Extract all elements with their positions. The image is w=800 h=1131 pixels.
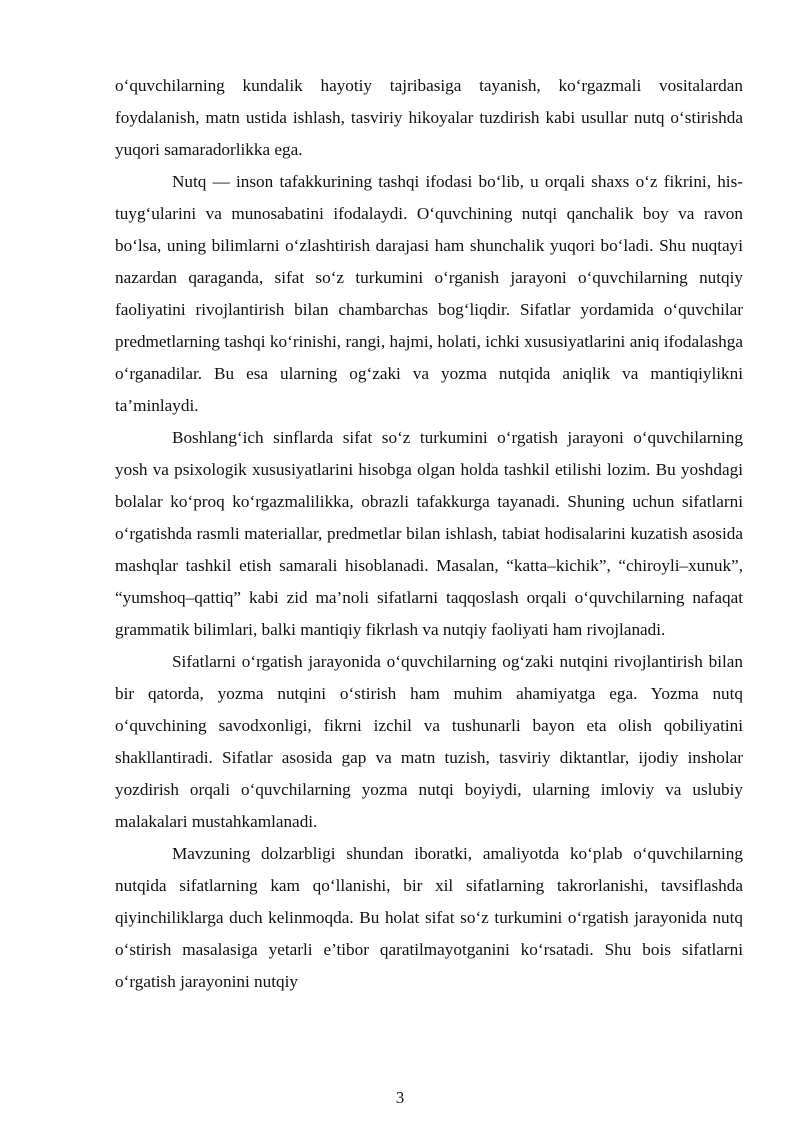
document-page (115, 70, 743, 998)
paragraph-3: Boshlang‘ich sinflarda sifat so‘z turkumini o‘rgatish jarayoni o‘quvchilarning yosh va psixologik xususiyatlarini hisobga olgan holda tashkil etilishi lozim. Bu yoshdagi bolalar ko‘proq ko‘rgazmalilikka, obrazli tafakkurga tayanadi. Shuning uchun sifatlarni o‘rgatishda rasmli materiallar, predmetlar bilan ishlash, tabiat hodisalarini kuzatish asosida mashqlar tashkil etish samarali hisoblanadi. Masalan, “katta–kichik”, “chiroyli–xunuk”, “yumshoq–qattiq” kabi zid ma’noli sifatlarni taqqoslash orqali o‘quvchilarning nafaqat grammatik bilimlari, balki mantiqiy fikrlash va nutqiy faoliyati ham rivojlanadi. (115, 428, 743, 639)
paragraph-2: Nutq — inson tafakkurining tashqi ifodasi bo‘lib, u orqali shaxs o‘z fikrini, his-tuyg‘ularini va munosabatini ifodalaydi. O‘quvchining nutqi qanchalik boy va ravon bo‘lsa, uning bilimlarni o‘zlashtirish darajasi ham shunchalik yuqori bo‘ladi. Shu nuqtayi nazardan qaraganda, sifat so‘z turkumini o‘rganish jarayoni o‘quvchilarning nutqiy faoliyatini rivojlantirish bilan chambarchas bog‘liqdir. Sifatlar yordamida o‘quvchilar predmetlarning tashqi ko‘rinishi, rangi, hajmi, holati, ichki xususiyatlarini aniq ifodalashga o‘rganadilar. Bu esa ularning og‘zaki va yozma nutqida aniqlik va mantiqiylikni ta’minlaydi. (115, 172, 743, 415)
paragraph-5: Mavzuning dolzarbligi shundan iboratki, amaliyotda ko‘plab o‘quvchilarning nutqida sifatlarning kam qo‘llanishi, bir xil sifatlarning takrorlanishi, tavsiflashda qiyinchiliklarga duch kelinmoqda. Bu holat sifat so‘z turkumini o‘rgatish jarayonida nutq o‘stirish masalasiga yetarli e’tibor qaratilmayotganini ko‘rsatadi. Shu bois sifatlarni o‘rgatish jarayonini nutqiy (115, 844, 743, 991)
paragraph-1: o‘quvchilarning kundalik hayotiy tajribasiga tayanish, ko‘rgazmali vositalardan foydalanish, matn ustida ishlash, tasviriy hikoyalar tuzdirish kabi usullar nutq o‘stirishda yuqori samaradorlikka ega. (115, 76, 743, 159)
page-number: 3 (395, 1088, 405, 1107)
paragraph-4: Sifatlarni o‘rgatish jarayonida o‘quvchilarning og‘zaki nutqini rivojlantirish bilan bir qatorda, yozma nutqini o‘stirish ham muhim ahamiyatga ega. Yozma nutq o‘quvchining savodxonligi, fikrni izchil va tushunarli bayon eta olish qobiliyatini shakllantiradi. Sifatlar asosida gap va matn tuzish, tasviriy diktantlar, ijodiy insholar yozdirish orqali o‘quvchilarning yozma nutqi boyiydi, ularning imloviy va uslubiy malakalari mustahkamlanadi. (115, 652, 743, 831)
